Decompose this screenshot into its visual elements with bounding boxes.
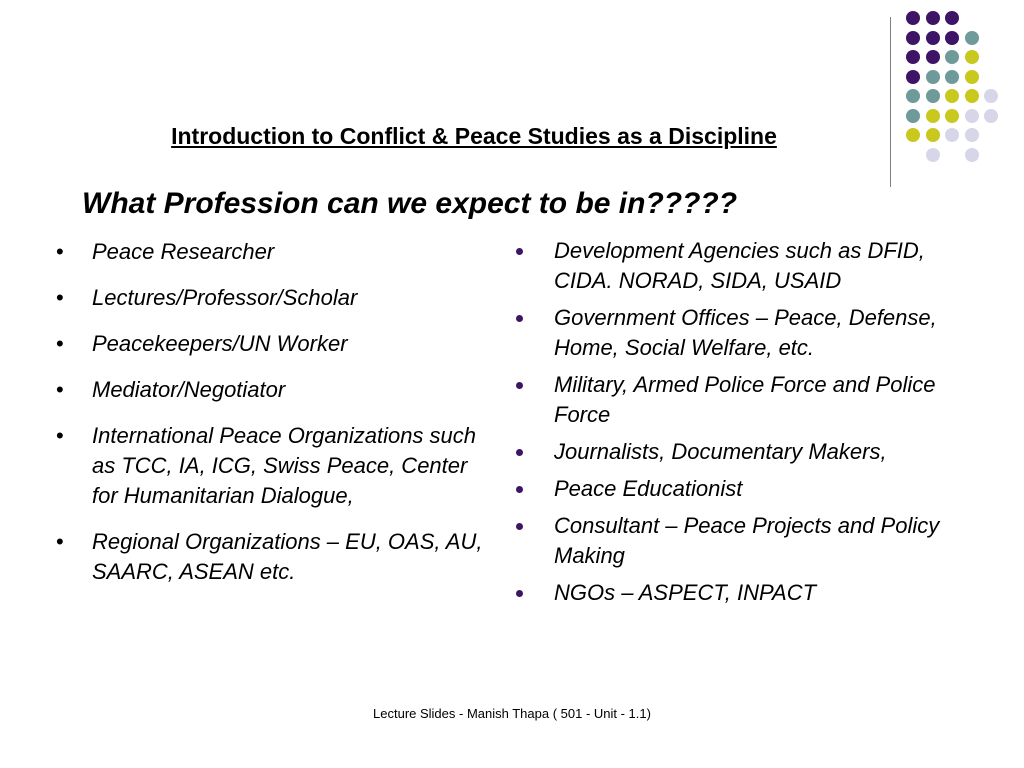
decorative-dot <box>926 109 940 123</box>
list-item: • Lectures/Professor/Scholar <box>92 283 492 313</box>
list-item: • Peacekeepers/UN Worker <box>92 329 492 359</box>
list-item: • Mediator/Negotiator <box>92 375 492 405</box>
decorative-dot <box>965 128 979 142</box>
decorative-dot <box>926 50 940 64</box>
decorative-dot <box>926 70 940 84</box>
decorative-dot <box>906 70 920 84</box>
list-item: • Peace Researcher <box>92 237 492 267</box>
list-item: • Regional Organizations – EU, OAS, AU, SAARC, ASEAN etc. <box>92 527 492 587</box>
decorative-dot <box>965 89 979 103</box>
decorative-dot <box>906 31 920 45</box>
slide-title: Introduction to Conflict & Peace Studies as a Discipline <box>171 123 777 149</box>
decorative-dot <box>965 31 979 45</box>
decorative-dot <box>926 89 940 103</box>
list-item: • International Peace Organizations such as TCC, IA, ICG, Swiss Peace, Center for Humanitarian Dialogue, <box>92 421 492 511</box>
decorative-dot <box>965 148 979 162</box>
slide-footer: Lecture Slides - Manish Thapa ( 501 - Unit - 1.1) <box>373 706 651 721</box>
decorative-dot <box>926 31 940 45</box>
decorative-dot <box>945 31 959 45</box>
slide-subtitle: What Profession can we expect to be in????? <box>82 187 738 220</box>
right-bullet-list <box>554 236 954 615</box>
list-item: Consultant – Peace Projects and Policy Making <box>554 511 954 571</box>
decorative-dot <box>965 109 979 123</box>
list-item: Government Offices – Peace, Defense, Home, Social Welfare, etc. <box>554 303 954 363</box>
decorative-dot <box>945 89 959 103</box>
decorative-dot <box>965 50 979 64</box>
list-item: Peace Educationist <box>554 474 954 504</box>
decorative-dot <box>906 11 920 25</box>
decorative-dot <box>984 89 998 103</box>
decorative-dot <box>906 89 920 103</box>
list-item: NGOs – ASPECT, INPACT <box>554 578 954 608</box>
decorative-dot <box>965 70 979 84</box>
list-item: Development Agencies such as DFID, CIDA. NORAD, SIDA, USAID <box>554 236 954 296</box>
decorative-dot <box>984 109 998 123</box>
decorative-dot <box>945 109 959 123</box>
decorative-dot <box>945 50 959 64</box>
decorative-dot <box>945 11 959 25</box>
decorative-dot <box>906 50 920 64</box>
left-bullet-list <box>92 237 492 603</box>
vertical-divider <box>890 17 891 187</box>
list-item: Journalists, Documentary Makers, <box>554 437 954 467</box>
decorative-dot <box>945 70 959 84</box>
decorative-dot <box>906 109 920 123</box>
decorative-dot <box>926 11 940 25</box>
list-item: Military, Armed Police Force and Police Force <box>554 370 954 430</box>
